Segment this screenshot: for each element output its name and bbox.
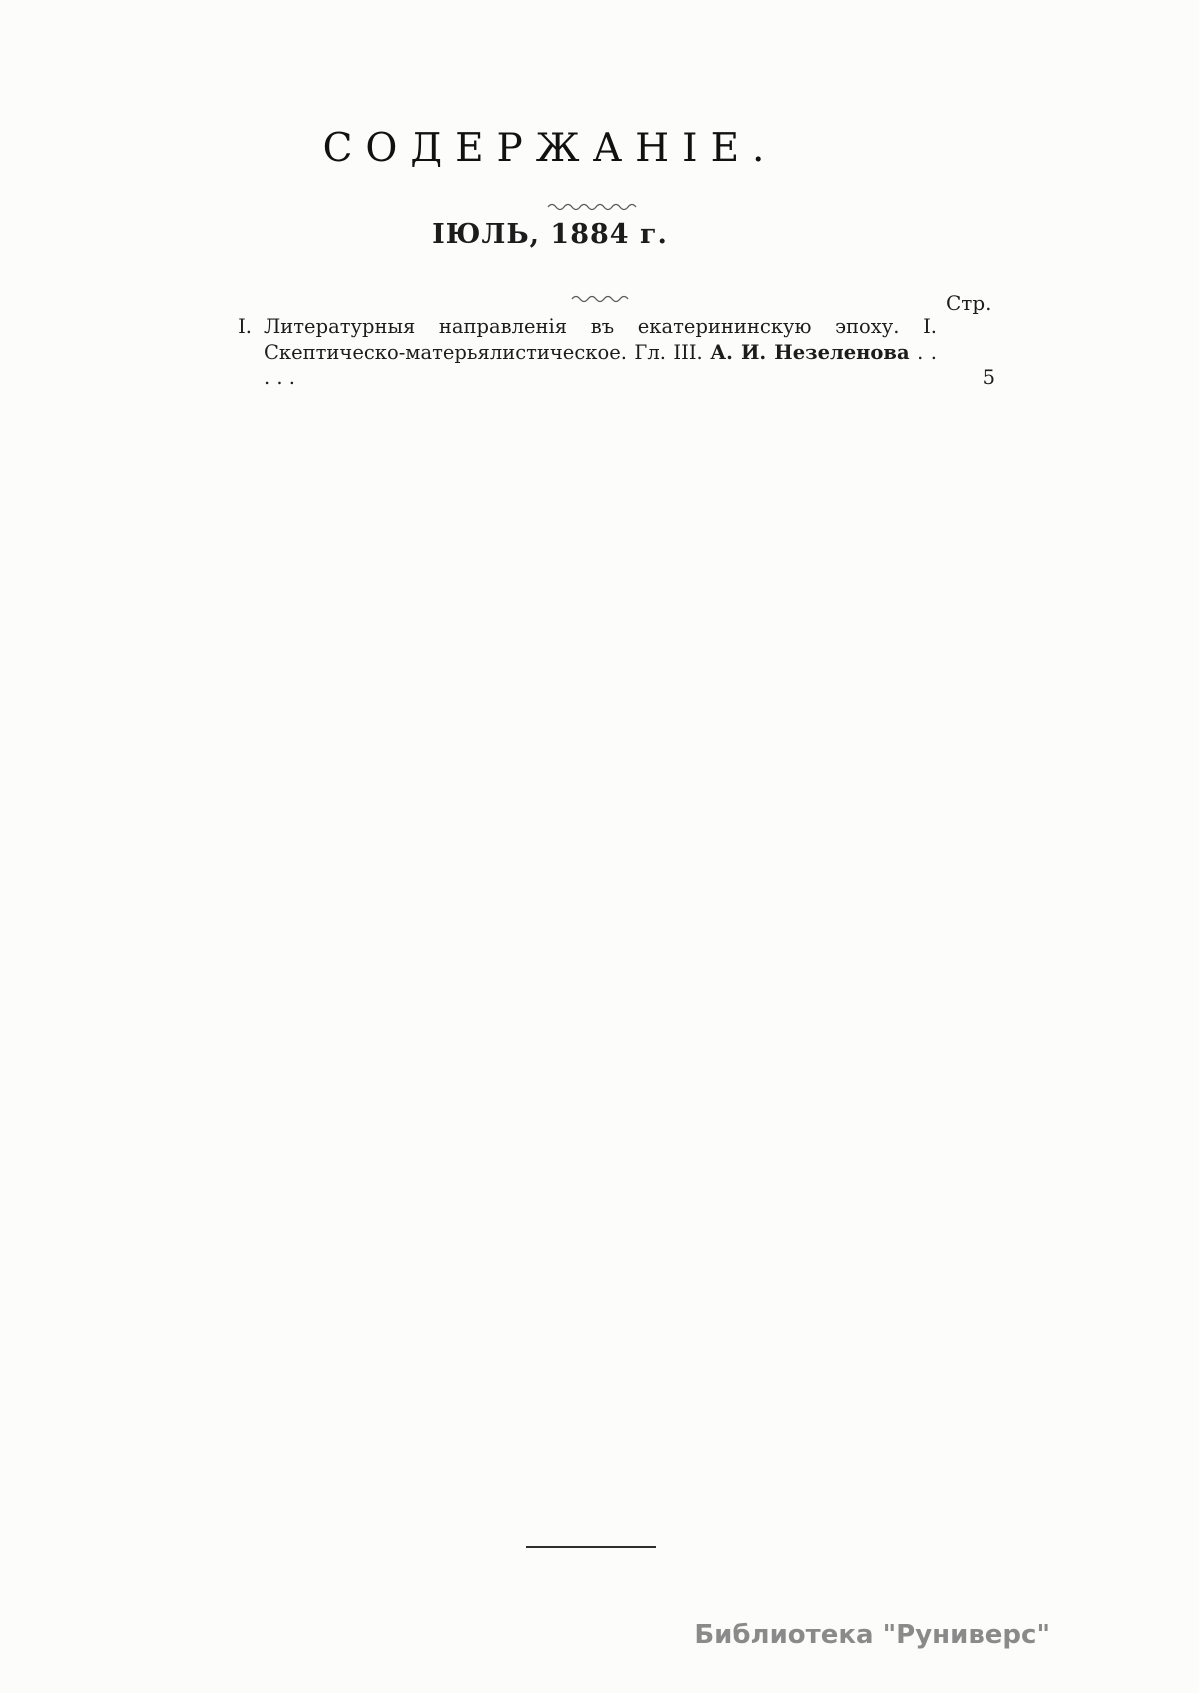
- author-name: А. И. Незеленова: [710, 340, 910, 364]
- entry-title: [264, 314, 937, 391]
- toc-entry: [200, 314, 995, 391]
- issue-heading: ІЮЛЬ, 1884 г.: [432, 219, 668, 250]
- text-run: Литературныя направленія въ екатерининскую эпоху. I. Скептическо-матерьялистическое. Гл. III.: [264, 315, 937, 364]
- page-column-header: Стр.: [946, 291, 992, 315]
- squiggle-divider-icon: [546, 197, 638, 216]
- appendix-section: [190, 1400, 927, 1407]
- entry-page: 5: [982, 366, 995, 389]
- entry-number: I.: [238, 315, 252, 338]
- text-run: . . . . .: [264, 340, 938, 389]
- toc-list: [200, 314, 995, 391]
- watermark: Библиотека "Руниверс": [694, 1620, 1050, 1650]
- divider-rule: [526, 1546, 656, 1548]
- page-title: СОДЕРЖАНІЕ.: [322, 126, 778, 171]
- squiggle-divider-icon: [570, 289, 634, 308]
